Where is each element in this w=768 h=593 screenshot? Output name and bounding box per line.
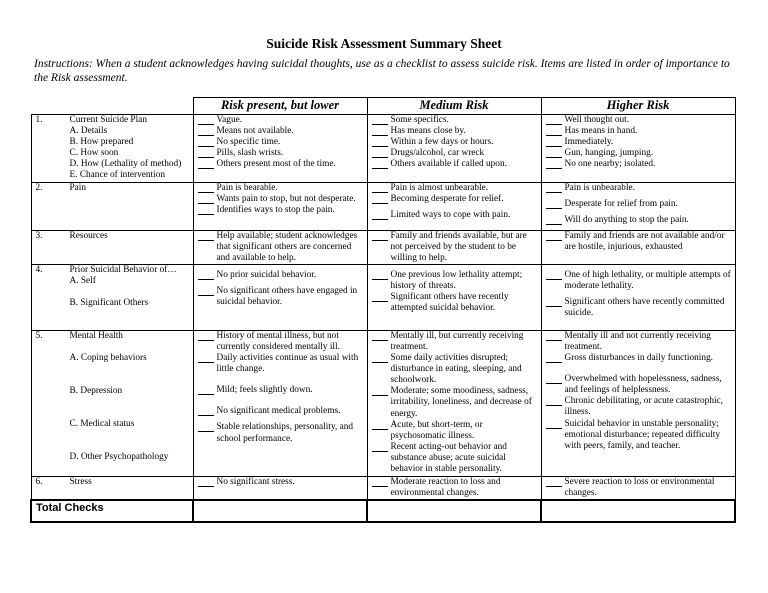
header-higher-risk: Higher Risk bbox=[541, 98, 735, 115]
checklist-item bbox=[372, 183, 539, 194]
checklist-text: No specific time. bbox=[216, 137, 281, 148]
checklist-text: No significant others have engaged in suicidal behavior. bbox=[216, 285, 358, 308]
checklist-item bbox=[372, 442, 539, 475]
checkbox-blank[interactable] bbox=[546, 375, 562, 384]
checklist-item bbox=[198, 137, 365, 148]
checklist-item bbox=[198, 115, 365, 126]
high-risk-cell bbox=[541, 476, 735, 500]
checkbox-blank[interactable] bbox=[198, 184, 214, 193]
checkbox-blank[interactable] bbox=[198, 332, 214, 341]
checklist-item bbox=[372, 353, 539, 386]
checkbox-blank[interactable] bbox=[546, 127, 562, 136]
low-risk-cell bbox=[193, 264, 367, 330]
medium-risk-cell bbox=[367, 264, 541, 330]
checklist-item bbox=[546, 215, 733, 226]
checklist-item bbox=[372, 270, 539, 292]
instructions: Instructions: When a student acknowledges having suicidal thoughts, use as a checklist to assess suicide risk. Items are listed in order of importance to the Risk assessment. bbox=[34, 58, 730, 84]
checkbox-blank[interactable] bbox=[546, 200, 562, 209]
criterion-subitem: D. Other Psychopathology bbox=[69, 452, 169, 463]
checkbox-blank[interactable] bbox=[198, 232, 214, 241]
checklist-text: Wants pain to stop, but not desperate. bbox=[216, 193, 356, 204]
criterion-title: Pain bbox=[69, 182, 87, 193]
checkbox-blank[interactable] bbox=[372, 138, 388, 147]
checklist-text: Daily activities continue as usual with little change. bbox=[216, 353, 359, 375]
checkbox-blank[interactable] bbox=[372, 195, 388, 204]
checklist-text: Has means close by. bbox=[390, 126, 466, 137]
checklist-item bbox=[546, 374, 733, 396]
checklist-item bbox=[198, 286, 365, 308]
checkbox-blank[interactable] bbox=[546, 354, 562, 363]
high-risk-cell bbox=[541, 264, 735, 330]
criterion-subitem: B. How prepared bbox=[69, 137, 134, 148]
checklist-item bbox=[198, 331, 365, 353]
low-risk-cell bbox=[193, 182, 367, 230]
checklist-text: No one nearby; isolated. bbox=[564, 159, 656, 170]
risk-table bbox=[30, 97, 736, 523]
checklist-text: History of mental illness, but not currently considered mentally ill. bbox=[216, 330, 340, 352]
high-risk-cell bbox=[541, 115, 735, 183]
checklist-item bbox=[546, 231, 733, 253]
checklist-text: Moderate reaction to loss and environmental changes. bbox=[390, 476, 501, 498]
checklist-item bbox=[546, 270, 733, 292]
checkbox-blank[interactable] bbox=[198, 287, 214, 296]
criteria-cell bbox=[31, 330, 193, 476]
checklist-item bbox=[546, 297, 733, 319]
checkbox-blank[interactable] bbox=[372, 160, 388, 169]
checklist-item bbox=[546, 199, 733, 210]
checkbox-blank[interactable] bbox=[198, 206, 214, 215]
checklist-item bbox=[198, 183, 365, 194]
page-title: Suicide Risk Assessment Summary Sheet bbox=[266, 36, 502, 51]
table-row bbox=[31, 230, 735, 264]
checklist-text: Mentally ill, but currently receiving treatment. bbox=[390, 330, 524, 352]
checklist-text: Some daily activities disrupted; disturbance in eating, sleeping, and schoolwork. bbox=[390, 353, 522, 386]
criteria-cell bbox=[31, 115, 193, 183]
checklist-text: Some specifics. bbox=[390, 115, 449, 125]
checklist-item bbox=[372, 292, 539, 314]
checklist-item bbox=[546, 331, 733, 353]
checklist-item bbox=[372, 331, 539, 353]
total-high-cell[interactable] bbox=[541, 500, 735, 522]
checkbox-blank[interactable] bbox=[546, 138, 562, 147]
checklist-text: Recent acting-out behavior and substance abuse; acute suicidal behavior in stable personality. bbox=[390, 441, 507, 474]
total-low-cell[interactable] bbox=[193, 500, 367, 522]
checklist-item bbox=[546, 148, 733, 159]
checklist-item bbox=[546, 115, 733, 126]
checklist-text: Family and friends available, but are not perceived by the student to be willing to help. bbox=[390, 230, 527, 263]
checklist-item bbox=[198, 385, 365, 396]
checkbox-blank[interactable] bbox=[546, 397, 562, 406]
checkbox-blank[interactable] bbox=[546, 332, 562, 341]
checklist-item bbox=[372, 210, 539, 221]
row-number: 1. bbox=[35, 115, 43, 125]
row-number: 5. bbox=[35, 330, 43, 341]
checkbox-blank[interactable] bbox=[198, 271, 214, 280]
checklist-text: Suicidal behavior in unstable personality; emotional disturbance; repeated difficulty with peers, family, and teacher. bbox=[564, 418, 720, 451]
checklist-item bbox=[198, 477, 365, 488]
checklist-item bbox=[198, 194, 365, 205]
criterion-subitem: A. Coping behaviors bbox=[69, 352, 147, 363]
criteria-cell bbox=[31, 264, 193, 330]
checklist-item bbox=[546, 183, 733, 194]
high-risk-cell bbox=[541, 230, 735, 264]
checklist-text: Within a few days or hours. bbox=[390, 137, 494, 148]
checkbox-blank[interactable] bbox=[546, 478, 562, 487]
checklist-text: Means not available. bbox=[216, 126, 294, 137]
medium-risk-cell bbox=[367, 230, 541, 264]
checklist-item bbox=[546, 126, 733, 137]
criteria-cell bbox=[31, 476, 193, 500]
checklist-text: Moderate; some moodiness, sadness, irritability, loneliness, and decrease of energy. bbox=[390, 386, 532, 419]
table-row bbox=[31, 330, 735, 476]
checkbox-blank[interactable] bbox=[198, 386, 214, 395]
low-risk-cell bbox=[193, 230, 367, 264]
checkbox-blank[interactable] bbox=[372, 387, 388, 396]
high-risk-cell bbox=[541, 330, 735, 476]
checkbox-blank[interactable] bbox=[372, 332, 388, 341]
checklist-item bbox=[546, 419, 733, 452]
checklist-text: No significant medical problems. bbox=[216, 406, 341, 417]
criterion-title: Resources bbox=[69, 230, 108, 241]
checklist-text: Stable relationships, personality, and school performance. bbox=[216, 422, 353, 444]
criteria-cell bbox=[31, 182, 193, 230]
checkbox-blank[interactable] bbox=[546, 184, 562, 193]
checklist-item bbox=[198, 126, 365, 137]
checklist-text: Mild; feels slightly down. bbox=[216, 385, 313, 396]
criterion-subitem: B. Depression bbox=[69, 386, 123, 397]
checkbox-blank[interactable] bbox=[198, 116, 214, 125]
checkbox-blank[interactable] bbox=[372, 116, 388, 125]
medium-risk-cell bbox=[367, 182, 541, 230]
criterion-subitem: C. How soon bbox=[69, 148, 119, 159]
checklist-text: Drugs/alcohol, car wreck bbox=[390, 148, 485, 159]
checkbox-blank[interactable] bbox=[546, 149, 562, 158]
checklist-item bbox=[198, 148, 365, 159]
checklist-text: Well thought out. bbox=[564, 115, 630, 125]
checklist-item bbox=[372, 137, 539, 148]
checkbox-blank[interactable] bbox=[198, 160, 214, 169]
checklist-item bbox=[198, 270, 365, 281]
checkbox-blank[interactable] bbox=[546, 116, 562, 125]
criterion-title: Mental Health bbox=[69, 330, 123, 341]
checklist-text: Acute, but short-term, or psychosomatic illness. bbox=[390, 419, 483, 441]
checklist-text: Vague. bbox=[216, 115, 243, 125]
checklist-item bbox=[372, 420, 539, 442]
high-risk-cell bbox=[541, 182, 735, 230]
checkbox-blank[interactable] bbox=[198, 138, 214, 147]
checkbox-blank[interactable] bbox=[372, 354, 388, 363]
checklist-item bbox=[372, 194, 539, 205]
checkbox-blank[interactable] bbox=[546, 298, 562, 307]
table-row bbox=[31, 476, 735, 500]
total-row bbox=[31, 500, 735, 522]
checklist-item bbox=[546, 159, 733, 170]
criteria-cell bbox=[31, 230, 193, 264]
criterion-title: Stress bbox=[69, 476, 92, 487]
checklist-text: Pills, slash wrists. bbox=[216, 148, 284, 159]
table-row bbox=[31, 264, 735, 330]
header-low-risk: Risk present, but lower bbox=[193, 98, 367, 115]
total-checks-label: Total Checks bbox=[31, 500, 193, 522]
checklist-item bbox=[198, 406, 365, 417]
checkbox-blank[interactable] bbox=[198, 407, 214, 416]
medium-risk-cell bbox=[367, 476, 541, 500]
criterion-subitem: A. Self bbox=[69, 275, 96, 286]
checklist-item bbox=[372, 159, 539, 170]
checklist-text: Help available; student acknowledges that significant others are concerned and available to help. bbox=[216, 230, 358, 263]
checklist-text: Identifies ways to stop the pain. bbox=[216, 204, 335, 215]
checkbox-blank[interactable] bbox=[546, 420, 562, 429]
checkbox-blank[interactable] bbox=[546, 271, 562, 280]
checkbox-blank[interactable] bbox=[372, 184, 388, 193]
checkbox-blank[interactable] bbox=[372, 443, 388, 452]
checklist-text: Significant others have recently attempted suicidal behavior. bbox=[390, 292, 509, 314]
low-risk-cell bbox=[193, 330, 367, 476]
checklist-text: Immediately. bbox=[564, 137, 614, 148]
checkbox-blank[interactable] bbox=[198, 195, 214, 204]
checklist-item bbox=[372, 115, 539, 126]
checkbox-blank[interactable] bbox=[372, 271, 388, 280]
checklist-text: Gun, hanging, jumping. bbox=[564, 148, 654, 159]
low-risk-cell bbox=[193, 476, 367, 500]
checklist-text: Mentally ill and not currently receiving treatment. bbox=[564, 330, 711, 352]
medium-risk-cell bbox=[367, 115, 541, 183]
checklist-item bbox=[372, 126, 539, 137]
checklist-text: Overwhelmed with hopelessness, sadness, and feelings of helplessness. bbox=[564, 374, 722, 396]
checkbox-blank[interactable] bbox=[198, 423, 214, 432]
checkbox-blank[interactable] bbox=[372, 127, 388, 136]
row-number: 2. bbox=[35, 182, 43, 193]
checkbox-blank[interactable] bbox=[372, 232, 388, 241]
checklist-text: Gross disturbances in daily functioning. bbox=[564, 353, 713, 364]
checklist-text: Others present most of the time. bbox=[216, 159, 336, 170]
checklist-item bbox=[546, 353, 733, 364]
checklist-text: One previous low lethality attempt; history of threats. bbox=[390, 269, 523, 291]
checklist-item bbox=[546, 137, 733, 148]
header-row bbox=[31, 98, 735, 115]
checklist-item bbox=[372, 231, 539, 264]
checklist-text: Limited ways to cope with pain. bbox=[390, 209, 511, 220]
checkbox-blank[interactable] bbox=[198, 354, 214, 363]
checklist-item bbox=[198, 353, 365, 375]
checklist-item bbox=[372, 148, 539, 159]
checklist-text: Family and friends are not available and/or are hostile, injurious, exhausted bbox=[564, 230, 725, 252]
checklist-item bbox=[372, 386, 539, 419]
checklist-text: No significant stress. bbox=[216, 476, 295, 487]
checklist-item bbox=[198, 422, 365, 444]
header-medium-risk: Medium Risk bbox=[367, 98, 541, 115]
checklist-text: Has means in hand. bbox=[564, 126, 638, 137]
total-medium-cell[interactable] bbox=[367, 500, 541, 522]
medium-risk-cell bbox=[367, 330, 541, 476]
header-blank bbox=[31, 98, 193, 115]
checklist-text: Will do anything to stop the pain. bbox=[564, 214, 689, 225]
row-number: 4. bbox=[35, 264, 43, 275]
row-number: 6. bbox=[35, 476, 43, 487]
checklist-text: Chronic debilitating, or acute catastrophic, illness. bbox=[564, 396, 724, 418]
checkbox-blank[interactable] bbox=[546, 160, 562, 169]
checkbox-blank[interactable] bbox=[372, 478, 388, 487]
checkbox-blank[interactable] bbox=[198, 478, 214, 487]
criterion-subitem: A. Details bbox=[69, 126, 108, 137]
checklist-item bbox=[372, 477, 539, 499]
checkbox-blank[interactable] bbox=[198, 149, 214, 158]
row-number: 3. bbox=[35, 230, 43, 241]
checkbox-blank[interactable] bbox=[372, 421, 388, 430]
checkbox-blank[interactable] bbox=[546, 216, 562, 225]
checklist-text: Pain is bearable. bbox=[216, 182, 278, 193]
criterion-subitem: B. Significant Others bbox=[69, 298, 149, 309]
checklist-item bbox=[546, 477, 733, 499]
checklist-text: Desperate for relief from pain. bbox=[564, 198, 678, 209]
checklist-item bbox=[198, 205, 365, 216]
checkbox-blank[interactable] bbox=[372, 293, 388, 302]
table-row bbox=[31, 182, 735, 230]
checkbox-blank[interactable] bbox=[198, 127, 214, 136]
checklist-text: Pain is almost unbearable. bbox=[390, 182, 489, 193]
checklist-item bbox=[198, 159, 365, 170]
criterion-title: Current Suicide Plan bbox=[69, 115, 147, 125]
checklist-item bbox=[546, 396, 733, 418]
checklist-text: Significant others have recently committed suicide. bbox=[564, 297, 725, 319]
checklist-text: One of high lethality, or multiple attempts of moderate lethality. bbox=[564, 269, 731, 291]
checklist-text: No prior suicidal behavior. bbox=[216, 269, 317, 280]
low-risk-cell bbox=[193, 115, 367, 183]
checkbox-blank[interactable] bbox=[546, 232, 562, 241]
checklist-text: Pain is unbearable. bbox=[564, 182, 635, 193]
criterion-title: Prior Suicidal Behavior of… bbox=[69, 264, 177, 275]
criterion-subitem: E. Chance of intervention bbox=[69, 170, 166, 181]
table-row bbox=[31, 115, 735, 183]
checkbox-blank[interactable] bbox=[372, 211, 388, 220]
checkbox-blank[interactable] bbox=[372, 149, 388, 158]
checklist-text: Severe reaction to loss or environmental changes. bbox=[564, 476, 715, 498]
checklist-item bbox=[198, 231, 365, 264]
criterion-subitem: C. Medical status bbox=[69, 419, 135, 430]
checklist-text: Others available if called upon. bbox=[390, 159, 507, 170]
criterion-subitem: D. How (Lethality of method) bbox=[69, 159, 182, 170]
checklist-text: Becoming desperate for relief. bbox=[390, 193, 504, 204]
